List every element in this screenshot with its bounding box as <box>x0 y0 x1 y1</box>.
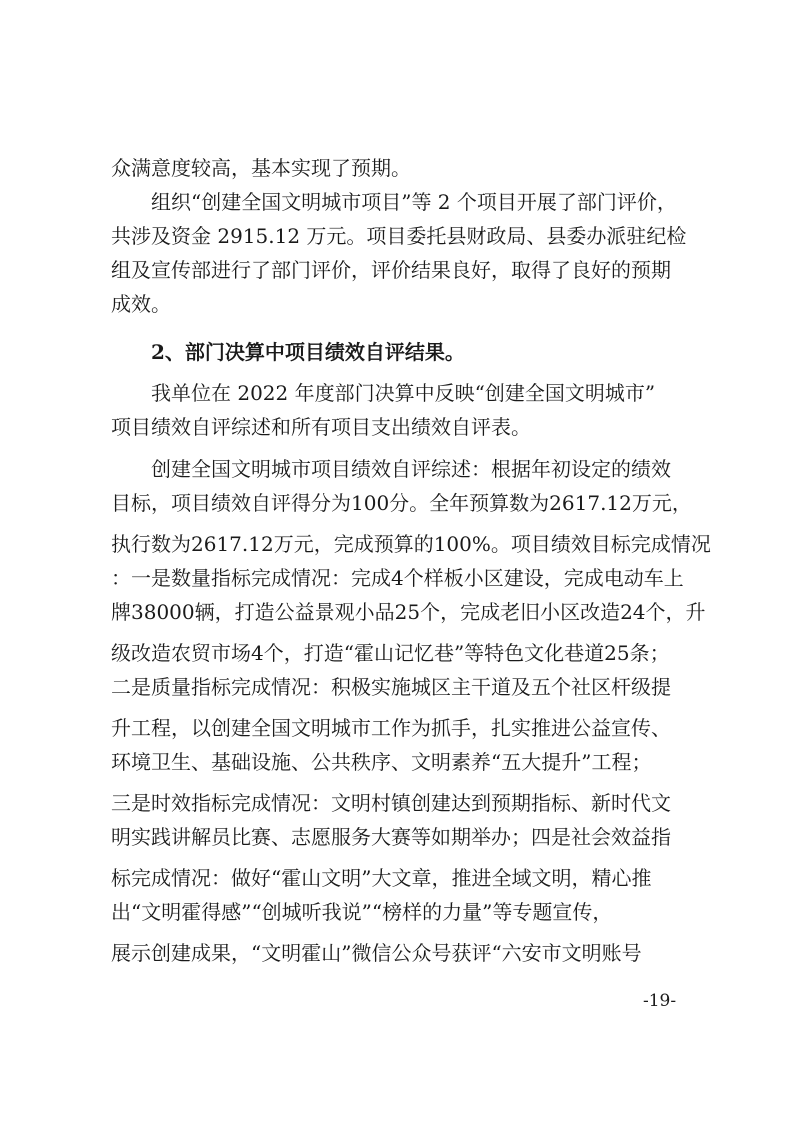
body-line: ：一是数量指标完成情况：完成4个样板小区建设，完成电动车上 <box>111 566 684 590</box>
body-line: 明实践讲解员比赛、志愿服务大赛等如期举办；四是社会效益指 <box>111 825 671 849</box>
body-line: 牌38000辆，打造公益景观小品25个，完成老旧小区改造24个，升 <box>111 600 706 624</box>
body-line: 二是质量指标完成情况：积极实施城区主干道及五个社区杆级提 <box>111 675 671 699</box>
body-line: 执行数为2617.12万元，完成预算的100%。项目绩效目标完成情况 <box>111 532 711 556</box>
body-line: 出“文明霍得感”“创城听我说”“榜样的力量”等专题宣传， <box>111 900 613 924</box>
body-line: 展示创建成果，“文明霍山”微信公众号获评“六安市文明账号 <box>111 941 642 965</box>
body-line: 升工程，以创建全国文明城市工作为抓手，扎实推进公益宣传、 <box>111 716 671 740</box>
body-line: 目标，项目绩效自评得分为100分。全年预算数为2617.12万元， <box>111 491 692 515</box>
paragraph-first-line: 我单位在 2022 年度部门决算中反映“创建全国文明城市” <box>151 381 656 405</box>
body-line: 级改造农贸市场4个，打造“霍山记忆巷”等特色文化巷道25条； <box>111 641 670 665</box>
body-line: 众满意度较高，基本实现了预期。 <box>111 156 411 180</box>
body-line: 共涉及资金 2915.12 万元。项目委托县财政局、县委办派驻纪检 <box>111 224 687 248</box>
body-line: 成效。 <box>111 292 171 316</box>
body-line: 标完成情况：做好“霍山文明”大文章，推进全域文明，精心推 <box>111 866 652 890</box>
body-line: 组及宣传部进行了部门评价，评价结果良好，取得了良好的预期 <box>111 258 671 282</box>
paragraph-first-line: 创建全国文明城市项目绩效自评综述：根据年初设定的绩效 <box>151 457 671 481</box>
body-line: 项目绩效自评综述和所有项目支出绩效自评表。 <box>111 415 531 439</box>
page-number: -19- <box>643 991 677 1011</box>
body-line: 环境卫生、基础设施、公共秩序、文明素养“五大提升”工程； <box>111 750 652 774</box>
body-line: 三是时效指标完成情况：文明村镇创建达到预期指标、新时代文 <box>111 791 671 815</box>
section-heading: 2、部门决算中项目绩效自评结果。 <box>151 340 465 364</box>
paragraph-first-line: 组织“创建全国文明城市项目”等 2 个项目开展了部门评价， <box>151 190 677 214</box>
